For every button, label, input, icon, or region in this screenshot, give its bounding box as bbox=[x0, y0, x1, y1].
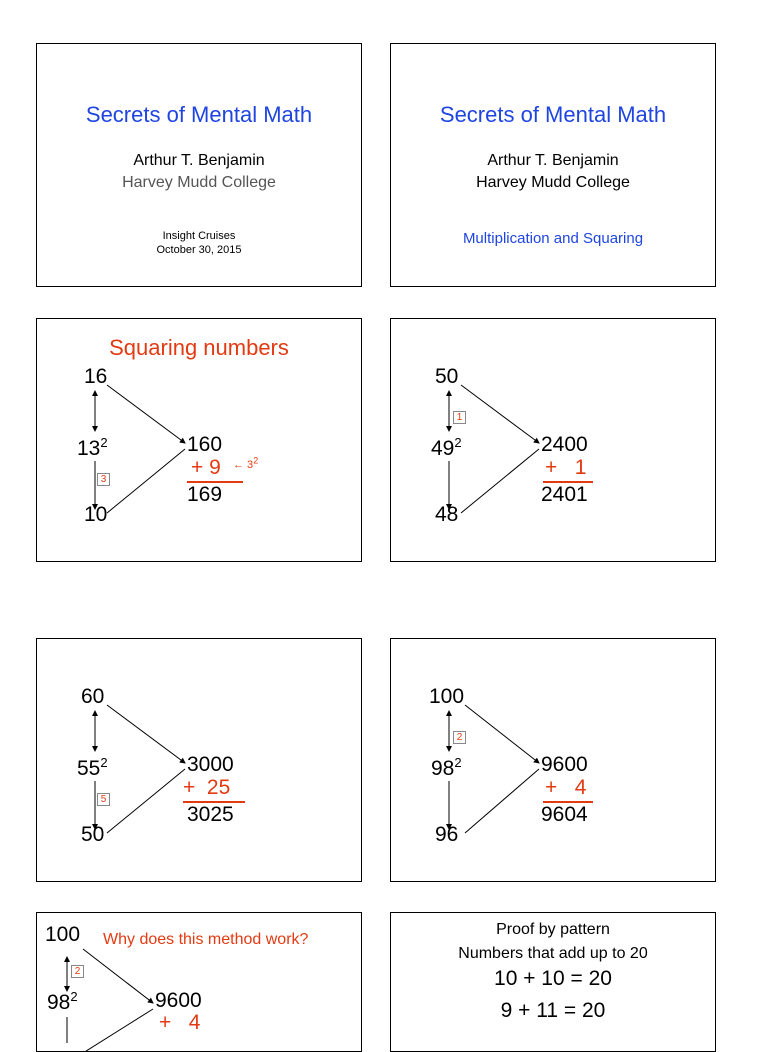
equation-1: 10 + 10 = 20 bbox=[494, 967, 612, 990]
top-number: 50 bbox=[435, 365, 459, 388]
difference-box: 3 bbox=[97, 473, 110, 486]
difference-box: 1 bbox=[453, 411, 466, 424]
slide-title: Secrets of Mental Math bbox=[85, 102, 313, 127]
equation-2: 9 + 11 = 20 bbox=[500, 999, 606, 1022]
addend: + 4 bbox=[545, 776, 587, 799]
base-number: $49^2$ bbox=[431, 435, 462, 460]
slide-subtitle: Multiplication and Squaring bbox=[462, 230, 644, 247]
slide-squaring-16 bbox=[36, 318, 362, 562]
base-number: $98^2$ bbox=[47, 989, 78, 1014]
top-number: 100 bbox=[429, 685, 465, 708]
question-text: Why does this method work? bbox=[103, 931, 309, 948]
bottom-number: 96 bbox=[435, 823, 459, 846]
product-number: 2400 bbox=[541, 433, 588, 456]
product-number: 3000 bbox=[187, 753, 234, 776]
bottom-number: 50 bbox=[81, 823, 105, 846]
result-number: 169 bbox=[187, 483, 223, 506]
proof-heading: Proof by pattern bbox=[496, 921, 610, 938]
slide-squaring-55 bbox=[36, 638, 362, 882]
top-number: 100 bbox=[45, 923, 81, 946]
institution: Harvey Mudd College bbox=[476, 174, 630, 191]
slide-title: Secrets of Mental Math bbox=[439, 102, 667, 127]
base-number: $13^2$ bbox=[77, 435, 108, 460]
product-number: 160 bbox=[187, 433, 223, 456]
result-number: 2401 bbox=[541, 483, 588, 506]
addend: + 4 bbox=[159, 1011, 201, 1034]
difference-box: 2 bbox=[71, 965, 84, 978]
author-name: Arthur T. Benjamin bbox=[133, 152, 265, 169]
slide-title-1 bbox=[36, 43, 362, 287]
slide-squaring-49 bbox=[390, 318, 716, 562]
slide-title: Squaring numbers bbox=[109, 335, 289, 360]
base-number: $98^2$ bbox=[431, 755, 462, 780]
slide-squaring-98 bbox=[390, 638, 716, 882]
product-number: 9600 bbox=[541, 753, 588, 776]
result-number: 9604 bbox=[541, 803, 588, 826]
bottom-number: 48 bbox=[435, 503, 459, 526]
addend: + 25 bbox=[183, 776, 231, 799]
addend: + 1 bbox=[545, 456, 587, 479]
top-number: 16 bbox=[84, 365, 108, 388]
institution: Harvey Mudd College bbox=[122, 174, 276, 191]
proof-subheading: Numbers that add up to 20 bbox=[458, 945, 648, 962]
difference-box: 2 bbox=[453, 731, 466, 744]
top-number: 60 bbox=[81, 685, 105, 708]
base-number: $55^2$ bbox=[77, 755, 108, 780]
slide-why-method-works bbox=[36, 912, 362, 1052]
event-name: Insight Cruises bbox=[162, 230, 236, 242]
square-note: ← $3^2$ bbox=[233, 455, 259, 471]
slide-proof-by-pattern bbox=[390, 912, 716, 1052]
author-name: Arthur T. Benjamin bbox=[487, 152, 619, 169]
difference-box: 5 bbox=[97, 793, 110, 806]
slide-title-2 bbox=[390, 43, 716, 287]
product-number: 9600 bbox=[155, 989, 202, 1012]
addend: + 9 bbox=[191, 456, 221, 479]
result-number: 3025 bbox=[187, 803, 234, 826]
event-date: October 30, 2015 bbox=[156, 244, 242, 256]
bottom-number: 10 bbox=[84, 503, 108, 526]
